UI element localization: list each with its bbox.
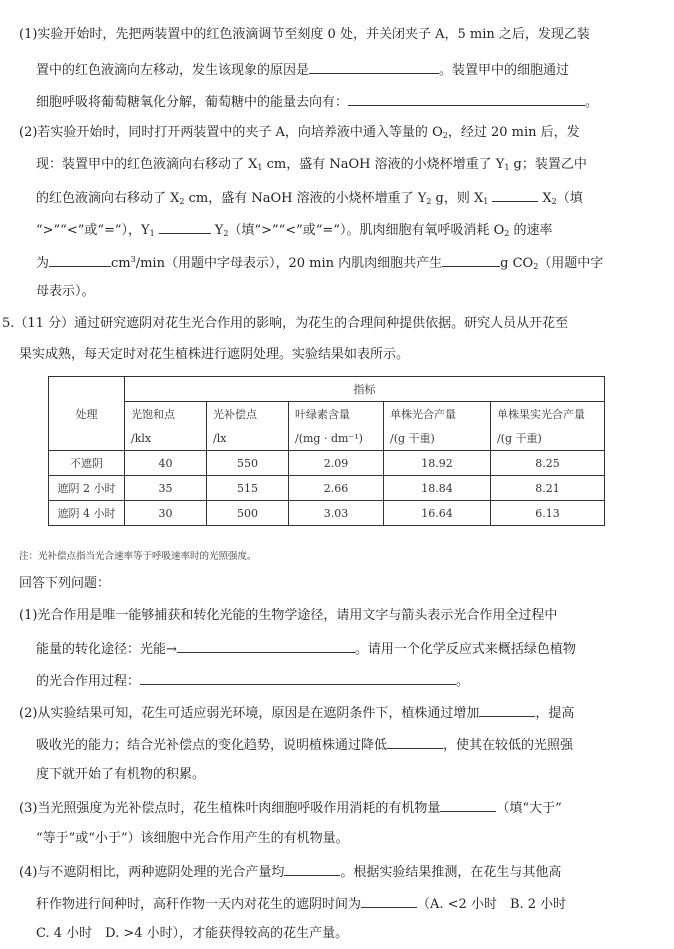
- column-header: 光饱和点: [125, 402, 207, 427]
- indicator-header: 指标: [125, 377, 605, 402]
- table-row: [49, 476, 605, 501]
- column-unit: /(g 干重): [384, 426, 491, 451]
- row-label: 遮阴 4 小时: [49, 501, 125, 526]
- column-header: 叶绿素含量: [289, 402, 384, 427]
- answer-blank[interactable]: [284, 863, 340, 876]
- table-row: [49, 501, 605, 526]
- q4-2-line4: “>”“<”或“=”），$Y_1$ $Y_2$（填“>”“<”或“=”）。肌肉细胞有氧呼吸消耗 $O_2$ 的速率: [36, 223, 553, 238]
- table-cell: 6.13: [491, 501, 605, 526]
- q5-1-line1: (1)光合作用是唯一能够捕获和转化光能的生物学途径，请用文字与箭头表示光合作用全过程中: [19, 608, 558, 623]
- table-cell: 18.84: [384, 476, 491, 501]
- q5-2-line3: 度下就开始了有机物的积累。: [36, 767, 206, 782]
- answer-blank[interactable]: [442, 254, 500, 267]
- answer-blank[interactable]: [387, 736, 443, 749]
- table-cell: 16.64: [384, 501, 491, 526]
- table-cell: 30: [125, 501, 207, 526]
- q4-2-line1: (2)若实验开始时，同时打开两装置中的夹子 A，向培养液中通入等量的 $O_2$，经过 20 min 后，发: [19, 125, 580, 140]
- q5-1-line3: 的光合作用过程： 。: [36, 674, 470, 689]
- table-cell: 8.25: [491, 451, 605, 476]
- q5-3-line1: (3)当光照强度为光补偿点时，花生植株叶肉细胞呼吸作用消耗的有机物量 （填“大于”: [19, 801, 562, 816]
- column-unit: /klx: [125, 426, 207, 451]
- q4-2-line6: 母表示）。: [36, 284, 95, 299]
- table-cell: 2.09: [289, 451, 384, 476]
- column-header: 单株光合产量: [384, 402, 491, 427]
- q5-4-line2: 秆作物进行间种时，高秆作物一天内对花生的遮阴时间为 （A. <2 小时 B. 2 小时: [36, 897, 567, 912]
- q5-stem-line1: 5.（11 分）通过研究遮阴对花生光合作用的影响，为花生的合理间种提供依据。研究人员从开花至: [2, 316, 569, 331]
- q5-4-line3: C. 4 小时 D. >4 小时），才能获得较高的花生产量。: [36, 926, 349, 941]
- table-cell: 500: [207, 501, 289, 526]
- results-table: [48, 376, 605, 526]
- answer-prompt: 回答下列问题：: [19, 576, 111, 591]
- row-label: 遮阴 2 小时: [49, 476, 125, 501]
- table-cell: 40: [125, 451, 207, 476]
- q5-2-line1: (2)从实验结果可知，花生可适应弱光环境，原因是在遮阴条件下，植株通过增加 ，提高: [19, 706, 575, 721]
- table-cell: 3.03: [289, 501, 384, 526]
- column-header: 单株果实光合产量: [491, 402, 605, 427]
- q5-3-line2: “等于”或“小于”）该细胞中光合作用产生的有机物量。: [36, 831, 349, 846]
- q5-stem-line2: 果实成熟，每天定时对花生植株进行遮阴处理。实验结果如表所示。: [19, 347, 410, 362]
- answer-blank[interactable]: [479, 704, 535, 717]
- q4-1-line1: (1)实验开始时，先把两装置中的红色液滴调节至刻度 0 处，并关闭夹子 A，5 min 之后，发现乙装: [19, 27, 590, 42]
- table-cell: 35: [125, 476, 207, 501]
- q4-2-line2: 现：装置甲中的红色液滴向右移动了 $X_1$ cm，盛有 NaOH 溶液的小烧杯增重了 $Y_1$ g；装置乙中: [36, 157, 587, 172]
- q4-1-line3: 细胞呼吸将葡萄糖氧化分解，葡萄糖中的能量去向有： 。: [36, 95, 599, 110]
- q5-4-line1: (4)与不遮阴相比，两种遮阴处理的光合产量均 。根据实验结果推测，在花生与其他高: [19, 865, 562, 880]
- q5-2-line2: 吸收光的能力；结合光补偿点的变化趋势，说明植株通过降低 ，使其在较低的光照强: [36, 738, 574, 753]
- answer-blank[interactable]: [49, 254, 111, 267]
- answer-blank[interactable]: [140, 672, 456, 685]
- q5-1-line2: 能量的转化途径：光能→ 。请用一个化学反应式来概括绿色植物: [36, 642, 576, 657]
- row-label: 不遮阴: [49, 451, 125, 476]
- column-unit: /(g 干重): [491, 426, 605, 451]
- table-row: [49, 451, 605, 476]
- q4-2-line5: 为 $cm^3/\min$（用题中字母表示），20 min 内肌肉细胞共产生 g $CO_2$（用题中字: [36, 255, 604, 271]
- answer-blank[interactable]: [159, 221, 211, 234]
- column-unit: /(mg · dm⁻¹): [289, 426, 384, 451]
- answer-blank[interactable]: [309, 61, 439, 74]
- answer-blank[interactable]: [440, 799, 496, 812]
- answer-blank[interactable]: [492, 189, 538, 202]
- answer-blank[interactable]: [348, 93, 585, 106]
- table-cell: 8.21: [491, 476, 605, 501]
- answer-blank[interactable]: [361, 895, 417, 908]
- treatment-header: 处理: [49, 377, 125, 451]
- column-unit: /lx: [207, 426, 289, 451]
- table-cell: 550: [207, 451, 289, 476]
- q4-1-line2: 置中的红色液滴向左移动，发生该现象的原因是 。装置甲中的细胞通过: [36, 63, 570, 78]
- answer-blank[interactable]: [177, 640, 355, 653]
- table-note: 注：光补偿点指当光合速率等于呼吸速率时的光照强度。: [19, 551, 257, 562]
- column-header: 光补偿点: [207, 402, 289, 427]
- table-cell: 515: [207, 476, 289, 501]
- table-cell: 2.66: [289, 476, 384, 501]
- table-cell: 18.92: [384, 451, 491, 476]
- q4-2-line3: 的红色液滴向右移动了 $X_2$ cm，盛有 NaOH 溶液的小烧杯增重了 $Y_2$ g，则 $X_1$ $X_2$（填: [36, 191, 583, 206]
